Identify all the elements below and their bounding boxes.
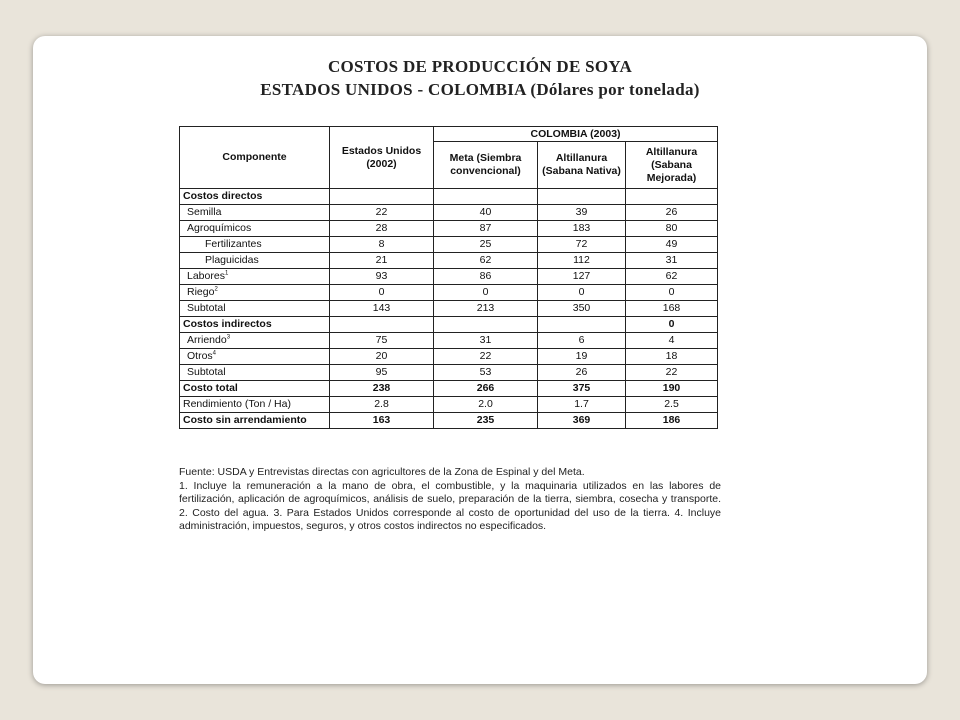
footnote (179, 466, 721, 534)
row-label (180, 413, 330, 429)
table-cell (330, 317, 434, 333)
table-row (180, 189, 718, 205)
table-row (180, 349, 718, 365)
table-cell: 266 (434, 381, 538, 397)
table-row (180, 285, 718, 301)
table-cell: 0 (434, 285, 538, 301)
table-cell: 369 (538, 413, 626, 429)
row-label-text: Fertilizantes (205, 238, 262, 250)
table-cell: 18 (626, 349, 718, 365)
table-cell: 22 (626, 365, 718, 381)
table-cell: 1.7 (538, 397, 626, 413)
table-row (180, 237, 718, 253)
table-row (180, 205, 718, 221)
table-cell: 183 (538, 221, 626, 237)
table-cell: 31 (626, 253, 718, 269)
table-cell: 2.0 (434, 397, 538, 413)
table-row (180, 413, 718, 429)
table-body (180, 189, 718, 429)
cost-table (179, 126, 718, 429)
table-row (180, 317, 718, 333)
row-label (180, 349, 330, 365)
footnote-marker: 4 (212, 350, 217, 357)
row-label-text: Subtotal (187, 366, 226, 378)
table-row (180, 365, 718, 381)
table-cell: 2.5 (626, 397, 718, 413)
table-cell: 6 (538, 333, 626, 349)
row-label (180, 333, 330, 349)
document-subtitle: ESTADOS UNIDOS - COLOMBIA (Dólares por tonelada) (260, 80, 700, 99)
table-cell: 190 (626, 381, 718, 397)
table-cell (434, 317, 538, 333)
table-cell: 87 (434, 221, 538, 237)
table-cell: 112 (538, 253, 626, 269)
row-label-text: Costos directos (183, 190, 263, 202)
footnote-marker: 3 (226, 334, 231, 341)
row-label (180, 205, 330, 221)
header-altillanura-mejorada: Altillanura (Sabana Mejorada) (626, 142, 718, 189)
table-cell: 2.8 (330, 397, 434, 413)
row-label-text: Riego (187, 286, 215, 298)
table-cell: 19 (538, 349, 626, 365)
table-cell: 95 (330, 365, 434, 381)
row-label (180, 365, 330, 381)
table-cell (626, 189, 718, 205)
row-label (180, 381, 330, 397)
table-cell: 49 (626, 237, 718, 253)
row-label-text: Labores (187, 270, 225, 282)
table-cell: 26 (538, 365, 626, 381)
row-label (180, 237, 330, 253)
table-cell: 80 (626, 221, 718, 237)
row-label (180, 397, 330, 413)
row-label (180, 269, 330, 285)
row-label-text: Costos indirectos (183, 318, 272, 330)
table-row (180, 269, 718, 285)
row-label-text: Costo sin arrendamiento (183, 414, 307, 426)
row-label (180, 221, 330, 237)
table-cell: 62 (434, 253, 538, 269)
footnote-marker: 1 (224, 270, 229, 277)
table-cell: 375 (538, 381, 626, 397)
table-row (180, 333, 718, 349)
row-label (180, 253, 330, 269)
table-row (180, 301, 718, 317)
table-cell: 0 (626, 317, 718, 333)
table-cell: 0 (626, 285, 718, 301)
header-colombia-group: COLOMBIA (2003) (434, 127, 718, 142)
table-cell: 350 (538, 301, 626, 317)
table-cell: 62 (626, 269, 718, 285)
table-cell (330, 189, 434, 205)
row-label-text: Rendimiento (Ton / Ha) (183, 398, 291, 410)
table-row (180, 397, 718, 413)
table-cell: 21 (330, 253, 434, 269)
header-usa: Estados Unidos (2002) (330, 127, 434, 189)
table-row (180, 381, 718, 397)
table-cell: 75 (330, 333, 434, 349)
table-cell: 22 (330, 205, 434, 221)
row-label-text: Costo total (183, 382, 238, 394)
table-cell: 22 (434, 349, 538, 365)
table-cell: 25 (434, 237, 538, 253)
table-cell: 235 (434, 413, 538, 429)
table-cell (434, 189, 538, 205)
table-row (180, 221, 718, 237)
header-altillanura-nativa: Altillanura (Sabana Nativa) (538, 142, 626, 189)
row-label (180, 301, 330, 317)
table-cell: 186 (626, 413, 718, 429)
table-cell: 20 (330, 349, 434, 365)
table-cell: 40 (434, 205, 538, 221)
row-label-text: Plaguicidas (205, 254, 259, 266)
table-cell: 72 (538, 237, 626, 253)
table-cell: 8 (330, 237, 434, 253)
row-label (180, 285, 330, 301)
row-label-text: Arriendo (187, 334, 227, 346)
table-cell: 31 (434, 333, 538, 349)
row-label-text: Semilla (187, 206, 222, 218)
table-cell: 143 (330, 301, 434, 317)
table-cell: 53 (434, 365, 538, 381)
table-cell: 163 (330, 413, 434, 429)
table-cell: 39 (538, 205, 626, 221)
footnote-source: Fuente: USDA y Entrevistas directas con agricultores de la Zona de Espinal y del Meta. (179, 466, 585, 478)
document-title: COSTOS DE PRODUCCIÓN DE SOYA (327, 57, 633, 76)
table-cell: 93 (330, 269, 434, 285)
table-cell: 0 (538, 285, 626, 301)
table-cell: 238 (330, 381, 434, 397)
header-meta: Meta (Siembra convencional) (434, 142, 538, 189)
table-cell: 127 (538, 269, 626, 285)
table-cell: 26 (626, 205, 718, 221)
table-cell (538, 317, 626, 333)
footnote-notes: 1. Incluye la remuneración a la mano de obra, el combustible, y la maquinaria utilizados en las labores de fertilización, aplicación de agroquímicos, análisis de suelo, preparación de la tierra, siembra, cosecha y transporte. 2. Costo del agua. 3. Para Estados Unidos corresponde al costo de oportunidad del uso de la tierra. 4. Incluye administración, impuestos, seguros, y otros costos indirectos no especificados. (179, 479, 721, 532)
table-cell: 86 (434, 269, 538, 285)
row-label (180, 317, 330, 333)
row-label-text: Otros (187, 350, 213, 362)
table-cell: 213 (434, 301, 538, 317)
table-cell: 0 (330, 285, 434, 301)
table-cell (538, 189, 626, 205)
row-label (180, 189, 330, 205)
header-componente: Componente (180, 127, 330, 189)
table-cell: 4 (626, 333, 718, 349)
table-cell: 168 (626, 301, 718, 317)
row-label-text: Subtotal (187, 302, 226, 314)
table-row (180, 253, 718, 269)
table-cell: 28 (330, 221, 434, 237)
footnote-marker: 2 (214, 286, 218, 293)
row-label-text: Agroquímicos (187, 222, 252, 234)
